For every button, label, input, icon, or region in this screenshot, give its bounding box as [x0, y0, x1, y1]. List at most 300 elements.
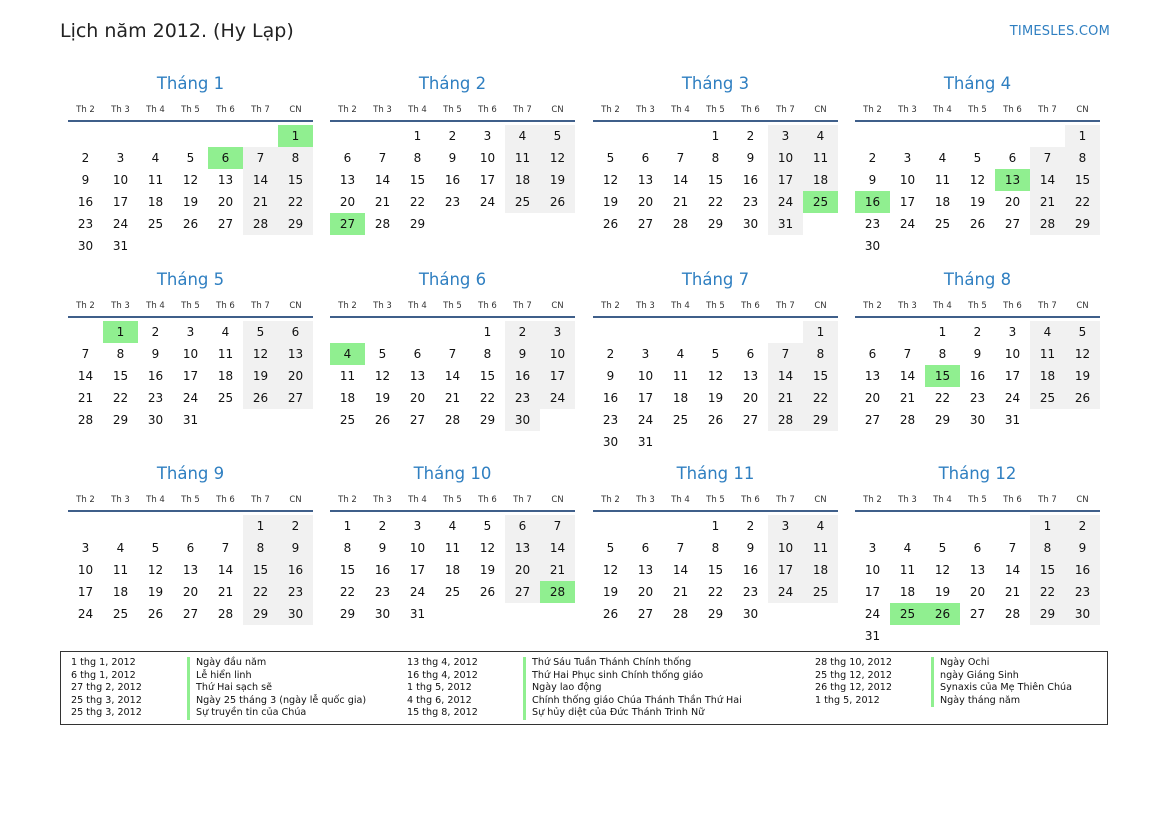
weekday-label: Th 4 [146, 495, 165, 505]
day-cell: 23 [742, 195, 759, 209]
weekday-label: Th 6 [478, 105, 497, 115]
weekday-label: Th 4 [933, 105, 952, 115]
day-cell: 6 [343, 151, 352, 165]
empty-cell [400, 321, 435, 343]
day-cell: 20 [864, 391, 881, 405]
empty-cell [855, 321, 890, 343]
day-cell: 28 [899, 413, 916, 427]
month-title: Tháng 10 [413, 464, 492, 483]
legend-holiday-name: Ngày lao động [523, 682, 601, 695]
day-cell: 13 [637, 563, 654, 577]
day-cell: 25 [505, 191, 540, 213]
day-cell: 26 [182, 217, 199, 231]
day-cell: 28 [374, 217, 391, 231]
day-cell: 27 [742, 413, 759, 427]
empty-cell [663, 125, 698, 147]
weekday-label: Th 2 [601, 105, 620, 115]
legend-date: 15 thg 8, 2012 [407, 707, 478, 719]
day-cell: 8 [116, 347, 125, 361]
day-cell: 29 [112, 413, 129, 427]
day-cell: 31 [768, 213, 803, 235]
empty-cell [103, 515, 138, 537]
day-cell: 9 [151, 347, 160, 361]
day-cell: 1 [1065, 125, 1100, 147]
day-cell: 20 [637, 195, 654, 209]
day-cell: 22 [409, 195, 426, 209]
empty-cell [208, 515, 243, 537]
day-cell: 4 [151, 151, 160, 165]
weekday-header [593, 100, 838, 122]
day-cell: 27 [637, 217, 654, 231]
weekday-label: Th 3 [898, 105, 917, 115]
day-cell: 28 [672, 217, 689, 231]
day-cell: 4 [505, 125, 540, 147]
day-cell: 3 [903, 151, 912, 165]
day-grid [330, 125, 575, 235]
month-block [330, 463, 575, 625]
month-title: Tháng 12 [938, 464, 1017, 483]
day-cell: 21 [243, 191, 278, 213]
day-cell: 25 [1030, 387, 1065, 409]
day-cell: 26 [1065, 387, 1100, 409]
day-grid [330, 515, 575, 625]
empty-cell [995, 125, 1030, 147]
weekday-label: Th 7 [776, 495, 795, 505]
month-title: Tháng 9 [156, 464, 225, 483]
weekday-label: Th 7 [251, 105, 270, 115]
legend-holiday-name: Chính thống giáo Chúa Thánh Thần Thứ Hai [523, 695, 742, 708]
day-cell: 5 [378, 347, 387, 361]
day-cell: 12 [969, 173, 986, 187]
day-cell: 12 [374, 369, 391, 383]
day-cell: 7 [1030, 147, 1065, 169]
month-block [855, 73, 1100, 257]
weekday-label: Th 6 [216, 495, 235, 505]
day-cell: 5 [606, 151, 615, 165]
day-cell: 4 [803, 515, 838, 537]
weekday-label: Th 3 [373, 105, 392, 115]
weekday-label: Th 7 [776, 105, 795, 115]
day-cell: 24 [637, 413, 654, 427]
day-cell: 13 [637, 173, 654, 187]
day-cell: 6 [505, 515, 540, 537]
day-cell: 26 [479, 585, 496, 599]
legend-date: 13 thg 4, 2012 [407, 657, 478, 668]
day-cell: 11 [112, 563, 129, 577]
empty-cell [890, 515, 925, 537]
day-cell: 26 [374, 413, 391, 427]
day-cell: 14 [899, 369, 916, 383]
day-cell: 15 [1065, 169, 1100, 191]
weekday-label: Th 5 [968, 105, 987, 115]
day-cell: 21 [540, 559, 575, 581]
day-cell: 22 [479, 391, 496, 405]
day-cell: 26 [602, 217, 619, 231]
empty-cell [663, 515, 698, 537]
legend-holiday-name: Sự truyền tin của Chúa [187, 707, 306, 720]
day-cell: 9 [868, 173, 877, 187]
empty-cell [593, 125, 628, 147]
day-cell: 16 [147, 369, 164, 383]
legend-holiday-name: Ngày tháng năm [931, 695, 1020, 708]
day-cell: 6 [746, 347, 755, 361]
day-cell: 31 [1004, 413, 1021, 427]
weekday-header [593, 490, 838, 512]
day-cell: 6 [641, 541, 650, 555]
day-cell: 7 [448, 347, 457, 361]
day-cell: 9 [973, 347, 982, 361]
weekday-label: Th 2 [338, 105, 357, 115]
day-cell: 25 [444, 585, 461, 599]
day-cell: 14 [672, 173, 689, 187]
day-cell: 30 [77, 239, 94, 253]
day-cell: 8 [243, 537, 278, 559]
day-cell: 17 [637, 391, 654, 405]
legend-entry [407, 670, 742, 683]
month-title: Tháng 6 [418, 270, 487, 289]
day-cell: 2 [973, 325, 982, 339]
weekday-label: CN [289, 105, 302, 115]
legend-entry [71, 695, 366, 708]
empty-cell [365, 125, 400, 147]
day-cell: 1 [711, 129, 720, 143]
day-cell: 18 [444, 563, 461, 577]
legend-date: 1 thg 5, 2012 [407, 682, 472, 694]
day-cell: 12 [147, 563, 164, 577]
day-cell: 7 [221, 541, 230, 555]
day-cell: 2 [151, 325, 160, 339]
day-cell: 16 [742, 563, 759, 577]
weekday-label: Th 6 [741, 105, 760, 115]
weekday-label: Th 3 [111, 495, 130, 505]
day-cell: 13 [182, 563, 199, 577]
day-cell: 16 [374, 563, 391, 577]
weekday-label: Th 4 [671, 495, 690, 505]
day-grid [593, 125, 838, 235]
month-block [593, 73, 838, 235]
day-cell: 20 [969, 585, 986, 599]
day-cell: 11 [1030, 343, 1065, 365]
day-cell: 30 [374, 607, 391, 621]
day-cell: 10 [864, 563, 881, 577]
day-cell: 22 [707, 585, 724, 599]
day-cell: 13 [969, 563, 986, 577]
day-cell: 5 [483, 519, 492, 533]
day-cell: 15 [479, 369, 496, 383]
day-cell: 25 [147, 217, 164, 231]
day-cell: 16 [1065, 559, 1100, 581]
day-cell: 5 [186, 151, 195, 165]
day-cell: 11 [444, 541, 461, 555]
day-cell: 3 [540, 321, 575, 343]
day-cell: 16 [742, 173, 759, 187]
empty-cell [890, 321, 925, 343]
month-block [68, 463, 313, 625]
day-cell: 6 [1008, 151, 1017, 165]
day-cell: 12 [602, 173, 619, 187]
weekday-header [855, 296, 1100, 318]
day-cell: 21 [77, 391, 94, 405]
day-cell: 28 [1004, 607, 1021, 621]
day-cell: 31 [864, 629, 881, 643]
legend-column [407, 657, 742, 720]
day-cell: 14 [768, 365, 803, 387]
day-cell: 28 [1030, 213, 1065, 235]
empty-cell [68, 125, 103, 147]
day-cell: 8 [483, 347, 492, 361]
day-cell: 8 [711, 541, 720, 555]
day-cell: 26 [540, 191, 575, 213]
weekday-label: Th 6 [216, 105, 235, 115]
empty-cell [768, 321, 803, 343]
day-cell: 17 [540, 365, 575, 387]
weekday-label: Th 2 [76, 495, 95, 505]
month-block [68, 73, 313, 257]
legend-date: 16 thg 4, 2012 [407, 669, 478, 681]
day-cell: 15 [339, 563, 356, 577]
day-grid [855, 321, 1100, 431]
day-cell: 20 [339, 195, 356, 209]
legend-entry [71, 682, 366, 695]
day-cell: 23 [374, 585, 391, 599]
day-cell: 31 [637, 435, 654, 449]
day-cell: 9 [81, 173, 90, 187]
weekday-label: Th 5 [443, 105, 462, 115]
empty-cell [330, 321, 365, 343]
legend-date: 28 thg 10, 2012 [815, 657, 892, 668]
day-grid [68, 515, 313, 625]
month-title: Tháng 3 [681, 74, 750, 93]
day-cell: 11 [803, 537, 838, 559]
day-cell: 4 [903, 541, 912, 555]
day-cell: 3 [483, 129, 492, 143]
empty-cell [103, 125, 138, 147]
day-cell: 30 [278, 603, 313, 625]
empty-cell [855, 125, 890, 147]
weekday-label: Th 2 [601, 495, 620, 505]
day-cell: 20 [742, 391, 759, 405]
day-cell: 18 [803, 559, 838, 581]
weekday-label: Th 6 [1003, 105, 1022, 115]
day-cell: 5 [973, 151, 982, 165]
day-cell: 22 [1030, 581, 1065, 603]
day-cell: 14 [374, 173, 391, 187]
weekday-header [68, 100, 313, 122]
day-cell: 26 [602, 607, 619, 621]
day-cell: 22 [278, 191, 313, 213]
day-cell: 23 [505, 387, 540, 409]
day-cell: 18 [672, 391, 689, 405]
legend-holiday-name: Sự hủy diệt của Đức Thánh Trinh Nữ [523, 707, 704, 720]
day-cell: 24 [479, 195, 496, 209]
day-cell: 5 [938, 541, 947, 555]
weekday-label: CN [551, 495, 564, 505]
weekday-label: CN [814, 495, 827, 505]
day-cell: 21 [444, 391, 461, 405]
weekday-label: Th 7 [513, 495, 532, 505]
weekday-label: Th 3 [898, 301, 917, 311]
legend-date: 4 thg 6, 2012 [407, 694, 472, 706]
weekday-label: Th 6 [1003, 495, 1022, 505]
day-cell: 14 [672, 563, 689, 577]
day-cell: 30 [602, 435, 619, 449]
day-cell: 2 [448, 129, 457, 143]
legend-date: 1 thg 5, 2012 [815, 694, 880, 706]
day-cell: 3 [768, 515, 803, 537]
holiday-day-cell: 25 [803, 191, 838, 213]
day-cell: 17 [182, 369, 199, 383]
weekday-label: Th 2 [76, 105, 95, 115]
holiday-day-cell: 6 [208, 147, 243, 169]
legend-holiday-name: Ngày Ochi [931, 657, 989, 670]
day-cell: 28 [768, 409, 803, 431]
day-cell: 19 [602, 585, 619, 599]
holiday-day-cell: 1 [103, 321, 138, 343]
day-cell: 24 [768, 191, 803, 213]
day-cell: 17 [768, 559, 803, 581]
weekday-label: Th 4 [933, 301, 952, 311]
day-cell: 1 [1030, 515, 1065, 537]
holiday-day-cell: 27 [330, 213, 365, 235]
day-cell: 19 [243, 365, 278, 387]
month-block [593, 463, 838, 625]
day-cell: 1 [413, 129, 422, 143]
legend-holiday-name: Synaxis của Mẹ Thiên Chúa [931, 682, 1072, 695]
day-cell: 11 [147, 173, 164, 187]
legend-entry [815, 657, 1072, 670]
weekday-label: Th 5 [968, 301, 987, 311]
day-grid [593, 515, 838, 625]
legend-holiday-name: Thứ Hai Phục sinh Chính thống giáo [523, 670, 703, 683]
legend-date: 27 thg 2, 2012 [71, 682, 142, 694]
day-cell: 1 [711, 519, 720, 533]
weekday-label: Th 2 [601, 301, 620, 311]
legend-entry [815, 682, 1072, 695]
weekday-header [68, 490, 313, 512]
day-cell: 19 [602, 195, 619, 209]
legend-holiday-name: Thứ Sáu Tuần Thánh Chính thống [523, 657, 691, 670]
day-cell: 14 [1004, 563, 1021, 577]
site-link[interactable]: TIMESLES.COM [1009, 24, 1110, 39]
weekday-label: Th 3 [636, 495, 655, 505]
day-cell: 9 [378, 541, 387, 555]
weekday-label: CN [1076, 495, 1089, 505]
weekday-label: Th 7 [513, 105, 532, 115]
weekday-label: Th 2 [863, 105, 882, 115]
day-cell: 25 [339, 413, 356, 427]
day-cell: 18 [803, 169, 838, 191]
day-cell: 9 [1065, 537, 1100, 559]
weekday-header [330, 296, 575, 318]
day-cell: 3 [81, 541, 90, 555]
day-cell: 28 [243, 213, 278, 235]
weekday-label: CN [814, 301, 827, 311]
day-cell: 28 [77, 413, 94, 427]
day-cell: 15 [112, 369, 129, 383]
weekday-header [330, 490, 575, 512]
day-cell: 8 [711, 151, 720, 165]
day-cell: 13 [864, 369, 881, 383]
weekday-label: Th 2 [863, 301, 882, 311]
day-cell: 21 [1030, 191, 1065, 213]
day-cell: 21 [672, 195, 689, 209]
day-cell: 4 [803, 125, 838, 147]
month-title: Tháng 11 [676, 464, 755, 483]
empty-cell [960, 515, 995, 537]
day-cell: 13 [742, 369, 759, 383]
empty-cell [330, 125, 365, 147]
day-cell: 16 [602, 391, 619, 405]
day-cell: 25 [803, 581, 838, 603]
empty-cell [855, 515, 890, 537]
legend-column [815, 657, 1072, 707]
day-cell: 10 [540, 343, 575, 365]
day-cell: 29 [707, 217, 724, 231]
day-cell: 22 [1065, 191, 1100, 213]
day-cell: 15 [243, 559, 278, 581]
weekday-label: Th 3 [111, 301, 130, 311]
day-cell: 12 [540, 147, 575, 169]
day-cell: 11 [899, 563, 916, 577]
day-cell: 9 [448, 151, 457, 165]
weekday-label: Th 7 [776, 301, 795, 311]
day-cell: 14 [77, 369, 94, 383]
day-cell: 10 [112, 173, 129, 187]
weekday-header [593, 296, 838, 318]
day-cell: 28 [672, 607, 689, 621]
weekday-label: Th 2 [338, 495, 357, 505]
day-cell: 19 [540, 169, 575, 191]
day-cell: 31 [112, 239, 129, 253]
day-cell: 3 [186, 325, 195, 339]
day-cell: 14 [444, 369, 461, 383]
day-cell: 6 [973, 541, 982, 555]
day-cell: 9 [278, 537, 313, 559]
day-cell: 31 [182, 413, 199, 427]
day-cell: 26 [969, 217, 986, 231]
weekday-label: Th 2 [863, 495, 882, 505]
weekday-label: CN [814, 105, 827, 115]
day-cell: 8 [1065, 147, 1100, 169]
day-cell: 15 [803, 365, 838, 387]
empty-cell [628, 515, 663, 537]
day-cell: 4 [676, 347, 685, 361]
legend-holiday-name: Thứ Hai sạch sẽ [187, 682, 272, 695]
weekday-label: Th 6 [741, 495, 760, 505]
weekday-label: Th 5 [706, 105, 725, 115]
day-cell: 19 [374, 391, 391, 405]
day-cell: 8 [413, 151, 422, 165]
weekday-label: Th 5 [181, 301, 200, 311]
day-cell: 23 [147, 391, 164, 405]
day-cell: 23 [77, 217, 94, 231]
empty-cell [435, 321, 470, 343]
weekday-label: Th 6 [478, 495, 497, 505]
day-cell: 16 [444, 173, 461, 187]
day-cell: 19 [934, 585, 951, 599]
day-cell: 18 [112, 585, 129, 599]
day-cell: 4 [1030, 321, 1065, 343]
day-grid [68, 125, 313, 257]
day-cell: 23 [864, 217, 881, 231]
empty-cell [698, 321, 733, 343]
empty-cell [68, 515, 103, 537]
holiday-day-cell: 13 [995, 169, 1030, 191]
legend-holiday-name: Ngày 25 tháng 3 (ngày lễ quốc gia) [187, 695, 366, 708]
day-cell: 11 [672, 369, 689, 383]
day-cell: 8 [278, 147, 313, 169]
day-cell: 20 [278, 365, 313, 387]
